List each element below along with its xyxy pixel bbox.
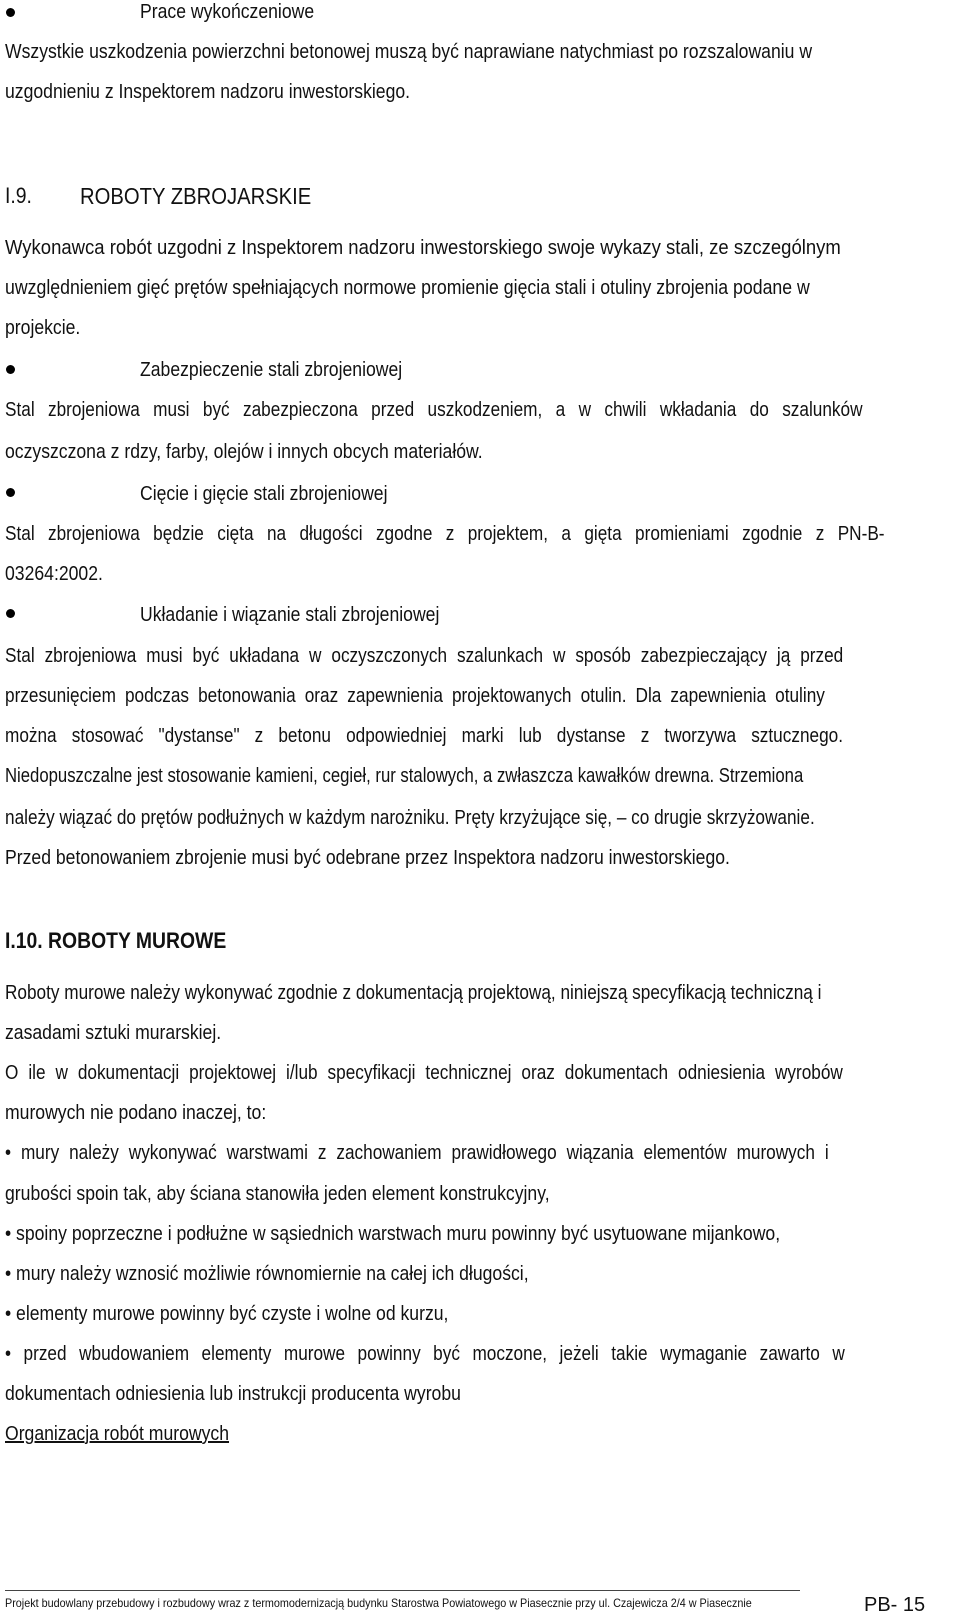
paragraph-line: O ile w dokumentacji projektowej i/lub specyfikacji technicznej oraz dokumentach odniesienia wyrobów (5, 1062, 843, 1084)
paragraph-line: projekcie. (5, 317, 81, 339)
page-number: PB- 15 (864, 1594, 926, 1616)
paragraph-line: można stosować "dystanse" z betonu odpowiedniej marki lub dystanse z tworzywa sztucznego. (5, 725, 843, 747)
list-item: • mury należy wykonywać warstwami z zachowaniem prawidłowego wiązania elementów murowych i (5, 1142, 829, 1164)
bullet-icon (6, 609, 15, 618)
paragraph-line: Wykonawca robót uzgodni z Inspektorem nadzoru inwestorskiego swoje wykazy stali, ze szczególnym (5, 237, 841, 259)
section-number: I.9. (5, 183, 32, 208)
paragraph-line: murowych nie podano inaczej, to: (5, 1102, 267, 1124)
list-item-continuation: grubości spoin tak, aby ściana stanowiła jeden element konstrukcyjny, (5, 1183, 550, 1205)
list-item: • przed wbudowaniem elementy murowe powinny być moczone, jeżeli takie wymaganie zawarto w (5, 1343, 845, 1365)
paragraph-line: Stal zbrojeniowa będzie cięta na długości zgodne z projektem, a gięta promieniami zgodnie z PN-B- (5, 523, 885, 545)
paragraph-line: uwzględnieniem gięć prętów spełniających normowe promienie gięcia stali i otuliny zbrojenia podane w (5, 277, 810, 299)
footer-project-text: Projekt budowlany przebudowy i rozbudowy wraz z termomodernizacją budynku Starostwa Powiatowego w Piasecznie przy ul. Czajewicza 2/4 w Piasecznie (5, 1596, 752, 1610)
list-item-continuation: dokumentach odniesienia lub instrukcji producenta wyrobu (5, 1383, 461, 1405)
list-item: • mury należy wznosić możliwie równomiernie na całej ich długości, (5, 1263, 529, 1285)
paragraph-line: Niedopuszczalne jest stosowanie kamieni, cegieł, rur stalowych, a zwłaszcza kawałków drewna. Strzemiona (5, 765, 804, 787)
section-title: ROBOTY ZBROJARSKIE (80, 183, 312, 209)
bullet-icon (6, 365, 15, 374)
section-heading: I.10. ROBOTY MUROWE (5, 928, 227, 953)
bullet-icon (6, 8, 15, 17)
paragraph-line: 03264:2002. (5, 563, 103, 585)
subsection-title: Układanie i wiązanie stali zbrojeniowej (140, 604, 440, 626)
subsection-title: Zabezpieczenie stali zbrojeniowej (140, 359, 403, 381)
paragraph-line: Wszystkie uszkodzenia powierzchni betonowej muszą być naprawiane natychmiast po rozszalowaniu w (5, 41, 813, 63)
subsection-title: Cięcie i gięcie stali zbrojeniowej (140, 483, 388, 505)
paragraph-line: Roboty murowe należy wykonywać zgodnie z dokumentacją projektową, niniejszą specyfikacją techniczną i (5, 982, 822, 1004)
list-item: • elementy murowe powinny być czyste i wolne od kurzu, (5, 1303, 449, 1325)
paragraph-line: Przed betonowaniem zbrojenie musi być odebrane przez Inspektora nadzoru inwestorskiego. (5, 847, 730, 869)
paragraph-line: uzgodnieniu z Inspektorem nadzoru inwestorskiego. (5, 81, 411, 103)
footer-divider (5, 1590, 800, 1591)
subsection-title: Organizacja robót murowych (5, 1423, 230, 1445)
bullet-icon (6, 488, 15, 497)
paragraph-line: Stal zbrojeniowa musi być zabezpieczona przed uszkodzeniem, a w chwili wkładania do szalunków (5, 399, 863, 421)
paragraph-line: należy wiązać do prętów podłużnych w każdym narożniku. Pręty krzyżujące się, – co drugie skrzyżowanie. (5, 807, 815, 829)
bullet-heading: Prace wykończeniowe (140, 1, 315, 23)
paragraph-line: przesunięciem podczas betonowania oraz zapewnienia projektowanych otulin. Dla zapewnienia otuliny (5, 685, 825, 707)
paragraph-line: Stal zbrojeniowa musi być układana w oczyszczonych szalunkach w sposób zabezpieczający ją przed (5, 645, 844, 667)
list-item: • spoiny poprzeczne i podłużne w sąsiednich warstwach muru powinny być usytuowane mijankowo, (5, 1223, 781, 1245)
paragraph-line: oczyszczona z rdzy, farby, olejów i innych obcych materiałów. (5, 441, 483, 463)
paragraph-line: zasadami sztuki murarskiej. (5, 1022, 222, 1044)
